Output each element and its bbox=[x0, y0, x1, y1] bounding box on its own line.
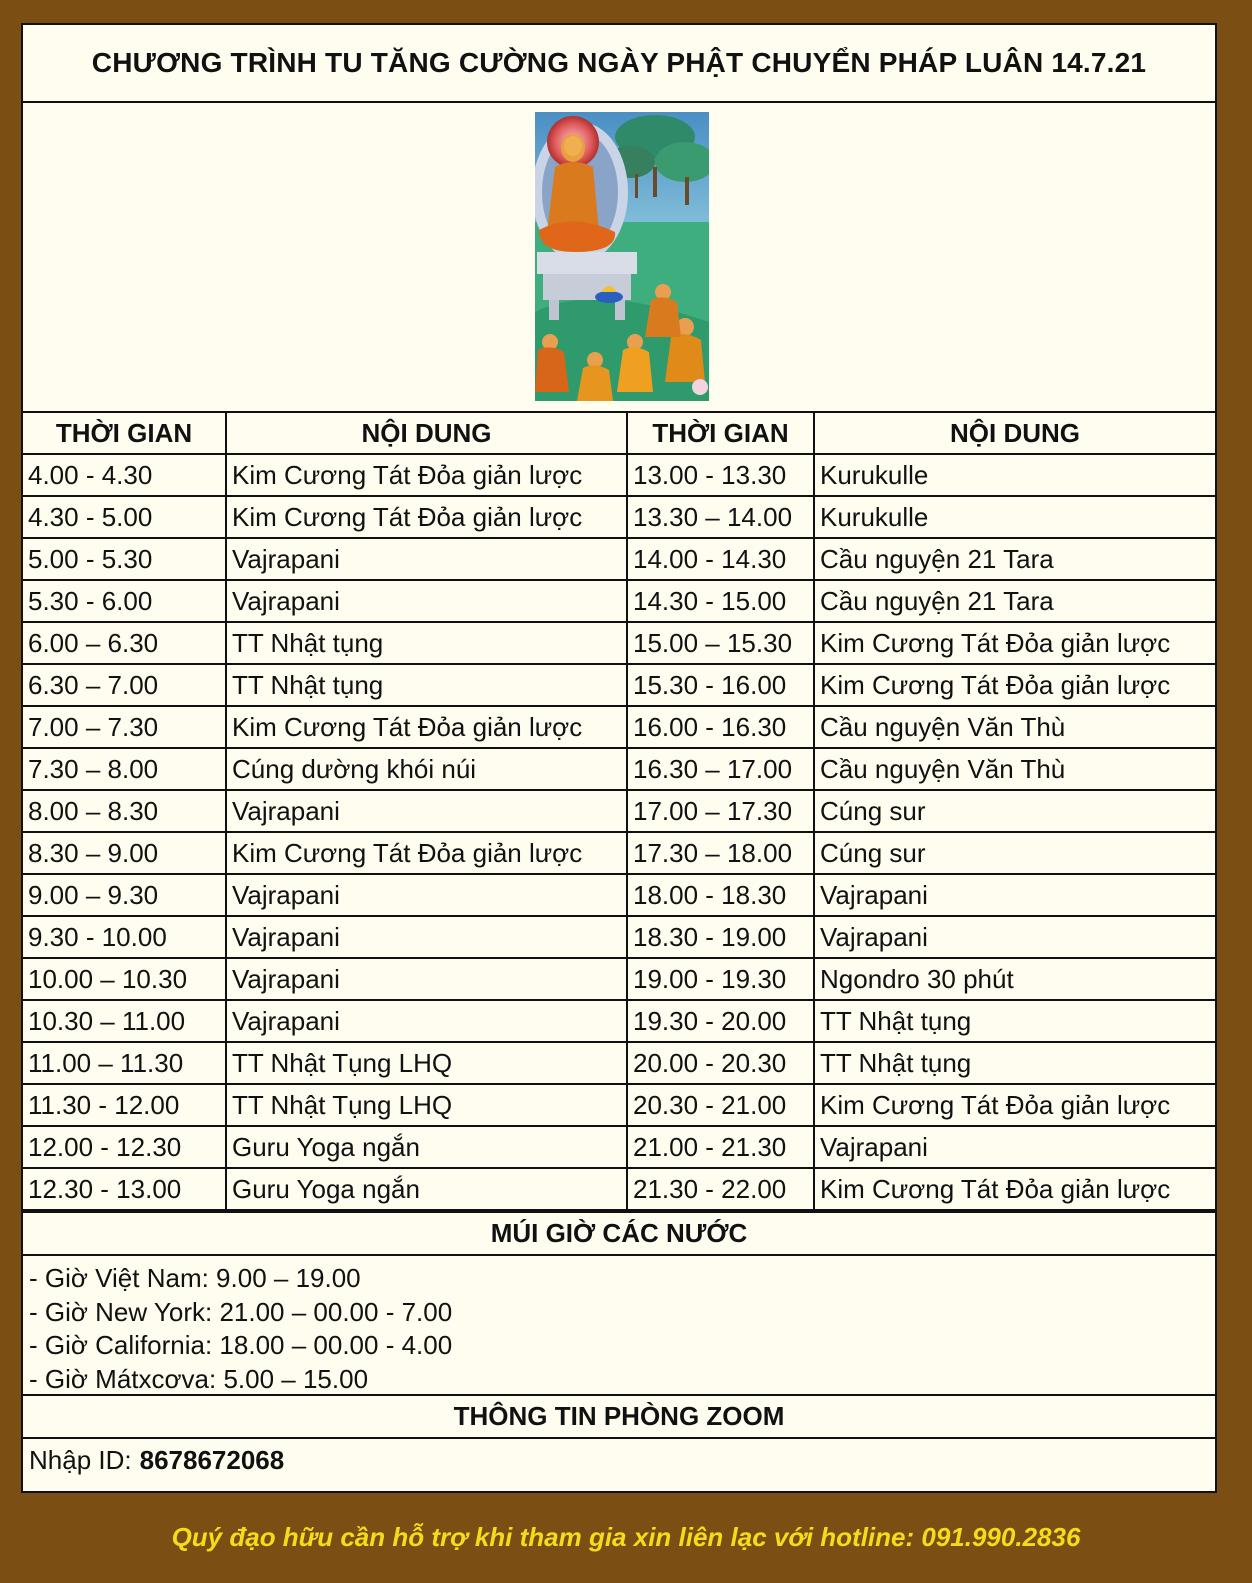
cell-time-2: 18.00 - 18.30 bbox=[627, 874, 814, 916]
table-row bbox=[23, 1168, 1215, 1210]
table-row bbox=[23, 1000, 1215, 1042]
cell-time-1: 5.00 - 5.30 bbox=[23, 538, 226, 580]
header-content-1: NỘI DUNG bbox=[226, 413, 627, 454]
table-row bbox=[23, 622, 1215, 664]
cell-time-1: 7.30 – 8.00 bbox=[23, 748, 226, 790]
table-row bbox=[23, 790, 1215, 832]
cell-time-1: 12.30 - 13.00 bbox=[23, 1168, 226, 1210]
cell-time-1: 11.00 – 11.30 bbox=[23, 1042, 226, 1084]
table-row bbox=[23, 832, 1215, 874]
cell-time-1: 12.00 - 12.30 bbox=[23, 1126, 226, 1168]
cell-time-2: 17.00 – 17.30 bbox=[627, 790, 814, 832]
zoom-id-value: 8678672068 bbox=[139, 1444, 285, 1475]
cell-content-2: Kim Cương Tát Đỏa giản lược bbox=[814, 1084, 1215, 1126]
cell-time-2: 13.30 – 14.00 bbox=[627, 496, 814, 538]
cell-content-2: Vajrapani bbox=[814, 874, 1215, 916]
cell-content-1: Kim Cương Tát Đỏa giản lược bbox=[226, 832, 627, 874]
cell-time-2: 21.30 - 22.00 bbox=[627, 1168, 814, 1210]
timezone-line-moscow: - Giờ Mátxcơva: 5.00 – 15.00 bbox=[29, 1363, 369, 1394]
cell-time-2: 17.30 – 18.00 bbox=[627, 832, 814, 874]
header-time-2: THỜI GIAN bbox=[627, 413, 814, 454]
cell-time-2: 19.00 - 19.30 bbox=[627, 958, 814, 1000]
cell-time-2: 14.00 - 14.30 bbox=[627, 538, 814, 580]
cell-time-1: 8.00 – 8.30 bbox=[23, 790, 226, 832]
cell-time-2: 13.00 - 13.30 bbox=[627, 454, 814, 496]
cell-content-2: Cầu nguyện 21 Tara bbox=[814, 580, 1215, 622]
cell-time-1: 10.00 – 10.30 bbox=[23, 958, 226, 1000]
cell-content-2: Cúng sur bbox=[814, 790, 1215, 832]
cell-content-2: Kim Cương Tát Đỏa giản lược bbox=[814, 622, 1215, 664]
cell-time-2: 21.00 - 21.30 bbox=[627, 1126, 814, 1168]
cell-content-1: Guru Yoga ngắn bbox=[226, 1168, 627, 1210]
cell-content-1: Kim Cương Tát Đỏa giản lược bbox=[226, 496, 627, 538]
cell-content-2: Kurukulle bbox=[814, 454, 1215, 496]
schedule-table bbox=[23, 413, 1215, 1211]
table-row bbox=[23, 538, 1215, 580]
table-row bbox=[23, 1126, 1215, 1168]
cell-content-2: Kurukulle bbox=[814, 496, 1215, 538]
cell-content-2: Vajrapani bbox=[814, 916, 1215, 958]
cell-content-1: Vajrapani bbox=[226, 538, 627, 580]
cell-content-1: Guru Yoga ngắn bbox=[226, 1126, 627, 1168]
cell-time-2: 15.30 - 16.00 bbox=[627, 664, 814, 706]
timezone-line-newyork: - Giờ New York: 21.00 – 00.00 - 7.00 bbox=[29, 1296, 453, 1327]
cell-content-1: Vajrapani bbox=[226, 580, 627, 622]
table-row bbox=[23, 706, 1215, 748]
cell-time-2: 16.30 – 17.00 bbox=[627, 748, 814, 790]
table-row bbox=[23, 454, 1215, 496]
cell-time-1: 6.00 – 6.30 bbox=[23, 622, 226, 664]
cell-content-1: Kim Cương Tát Đỏa giản lược bbox=[226, 454, 627, 496]
cell-time-1: 4.00 - 4.30 bbox=[23, 454, 226, 496]
cell-content-1: TT Nhật Tụng LHQ bbox=[226, 1042, 627, 1084]
cell-content-1: Cúng dường khói núi bbox=[226, 748, 627, 790]
cell-content-1: Kim Cương Tát Đỏa giản lược bbox=[226, 706, 627, 748]
table-row bbox=[23, 874, 1215, 916]
cell-content-1: TT Nhật Tụng LHQ bbox=[226, 1084, 627, 1126]
cell-time-2: 20.00 - 20.30 bbox=[627, 1042, 814, 1084]
cell-content-1: TT Nhật tụng bbox=[226, 622, 627, 664]
timezone-heading: MÚI GIỜ CÁC NƯỚC bbox=[23, 1211, 1215, 1256]
header-content-2: NỘI DUNG bbox=[814, 413, 1215, 454]
cell-time-1: 9.30 - 10.00 bbox=[23, 916, 226, 958]
cell-time-1: 7.00 – 7.30 bbox=[23, 706, 226, 748]
cell-content-2: Cầu nguyện Văn Thù bbox=[814, 706, 1215, 748]
cell-time-2: 20.30 - 21.00 bbox=[627, 1084, 814, 1126]
cell-content-2: Ngondro 30 phút bbox=[814, 958, 1215, 1000]
cell-time-1: 8.30 – 9.00 bbox=[23, 832, 226, 874]
image-row bbox=[23, 103, 1215, 413]
table-row bbox=[23, 1042, 1215, 1084]
cell-time-2: 19.30 - 20.00 bbox=[627, 1000, 814, 1042]
cell-content-2: Cầu nguyện 21 Tara bbox=[814, 538, 1215, 580]
hotline-footer: Quý đạo hữu cần hỗ trợ khi tham gia xin liên lạc với hotline: 091.990.2836 bbox=[171, 1522, 1081, 1552]
cell-content-2: TT Nhật tụng bbox=[814, 1042, 1215, 1084]
timezone-line-vietnam: - Giờ Việt Nam: 9.00 – 19.00 bbox=[29, 1263, 361, 1293]
zoom-info bbox=[23, 1439, 1215, 1481]
timezone-line-california: - Giờ California: 18.00 – 00.00 - 4.00 bbox=[29, 1330, 453, 1360]
cell-content-1: Vajrapani bbox=[226, 1000, 627, 1042]
cell-content-2: Cầu nguyện Văn Thù bbox=[814, 748, 1215, 790]
cell-time-1: 10.30 – 11.00 bbox=[23, 1000, 226, 1042]
table-row bbox=[23, 580, 1215, 622]
cell-time-2: 15.00 – 15.30 bbox=[627, 622, 814, 664]
cell-time-1: 9.00 – 9.30 bbox=[23, 874, 226, 916]
cell-content-2: Vajrapani bbox=[814, 1126, 1215, 1168]
cell-content-2: Kim Cương Tát Đỏa giản lược bbox=[814, 1168, 1215, 1210]
table-row bbox=[23, 916, 1215, 958]
cell-content-1: Vajrapani bbox=[226, 958, 627, 1000]
buddha-painting bbox=[535, 112, 709, 401]
schedule-body bbox=[23, 454, 1215, 1210]
cell-content-2: Kim Cương Tát Đỏa giản lược bbox=[814, 664, 1215, 706]
cell-time-1: 5.30 - 6.00 bbox=[23, 580, 226, 622]
cell-time-2: 18.30 - 19.00 bbox=[627, 916, 814, 958]
table-row bbox=[23, 1084, 1215, 1126]
cell-time-1: 4.30 - 5.00 bbox=[23, 496, 226, 538]
table-row bbox=[23, 496, 1215, 538]
zoom-heading: THÔNG TIN PHÒNG ZOOM bbox=[23, 1396, 1215, 1439]
cell-content-2: TT Nhật tụng bbox=[814, 1000, 1215, 1042]
timezone-list bbox=[23, 1256, 1215, 1396]
table-row bbox=[23, 664, 1215, 706]
page-title: CHƯƠNG TRÌNH TU TĂNG CƯỜNG NGÀY PHẬT CHUYỂN PHÁP LUÂN 14.7.21 bbox=[23, 25, 1215, 103]
table-row bbox=[23, 748, 1215, 790]
cell-time-1: 6.30 – 7.00 bbox=[23, 664, 226, 706]
table-header-row bbox=[23, 413, 1215, 454]
cell-content-1: Vajrapani bbox=[226, 874, 627, 916]
cell-time-2: 14.30 - 15.00 bbox=[627, 580, 814, 622]
header-time-1: THỜI GIAN bbox=[23, 413, 226, 454]
table-row bbox=[23, 958, 1215, 1000]
cell-content-2: Cúng sur bbox=[814, 832, 1215, 874]
schedule-sheet bbox=[21, 23, 1217, 1493]
cell-time-2: 16.00 - 16.30 bbox=[627, 706, 814, 748]
zoom-id-label: Nhập ID: bbox=[29, 1444, 132, 1475]
cell-content-1: Vajrapani bbox=[226, 916, 627, 958]
cell-content-1: TT Nhật tụng bbox=[226, 664, 627, 706]
cell-content-1: Vajrapani bbox=[226, 790, 627, 832]
cell-time-1: 11.30 - 12.00 bbox=[23, 1084, 226, 1126]
